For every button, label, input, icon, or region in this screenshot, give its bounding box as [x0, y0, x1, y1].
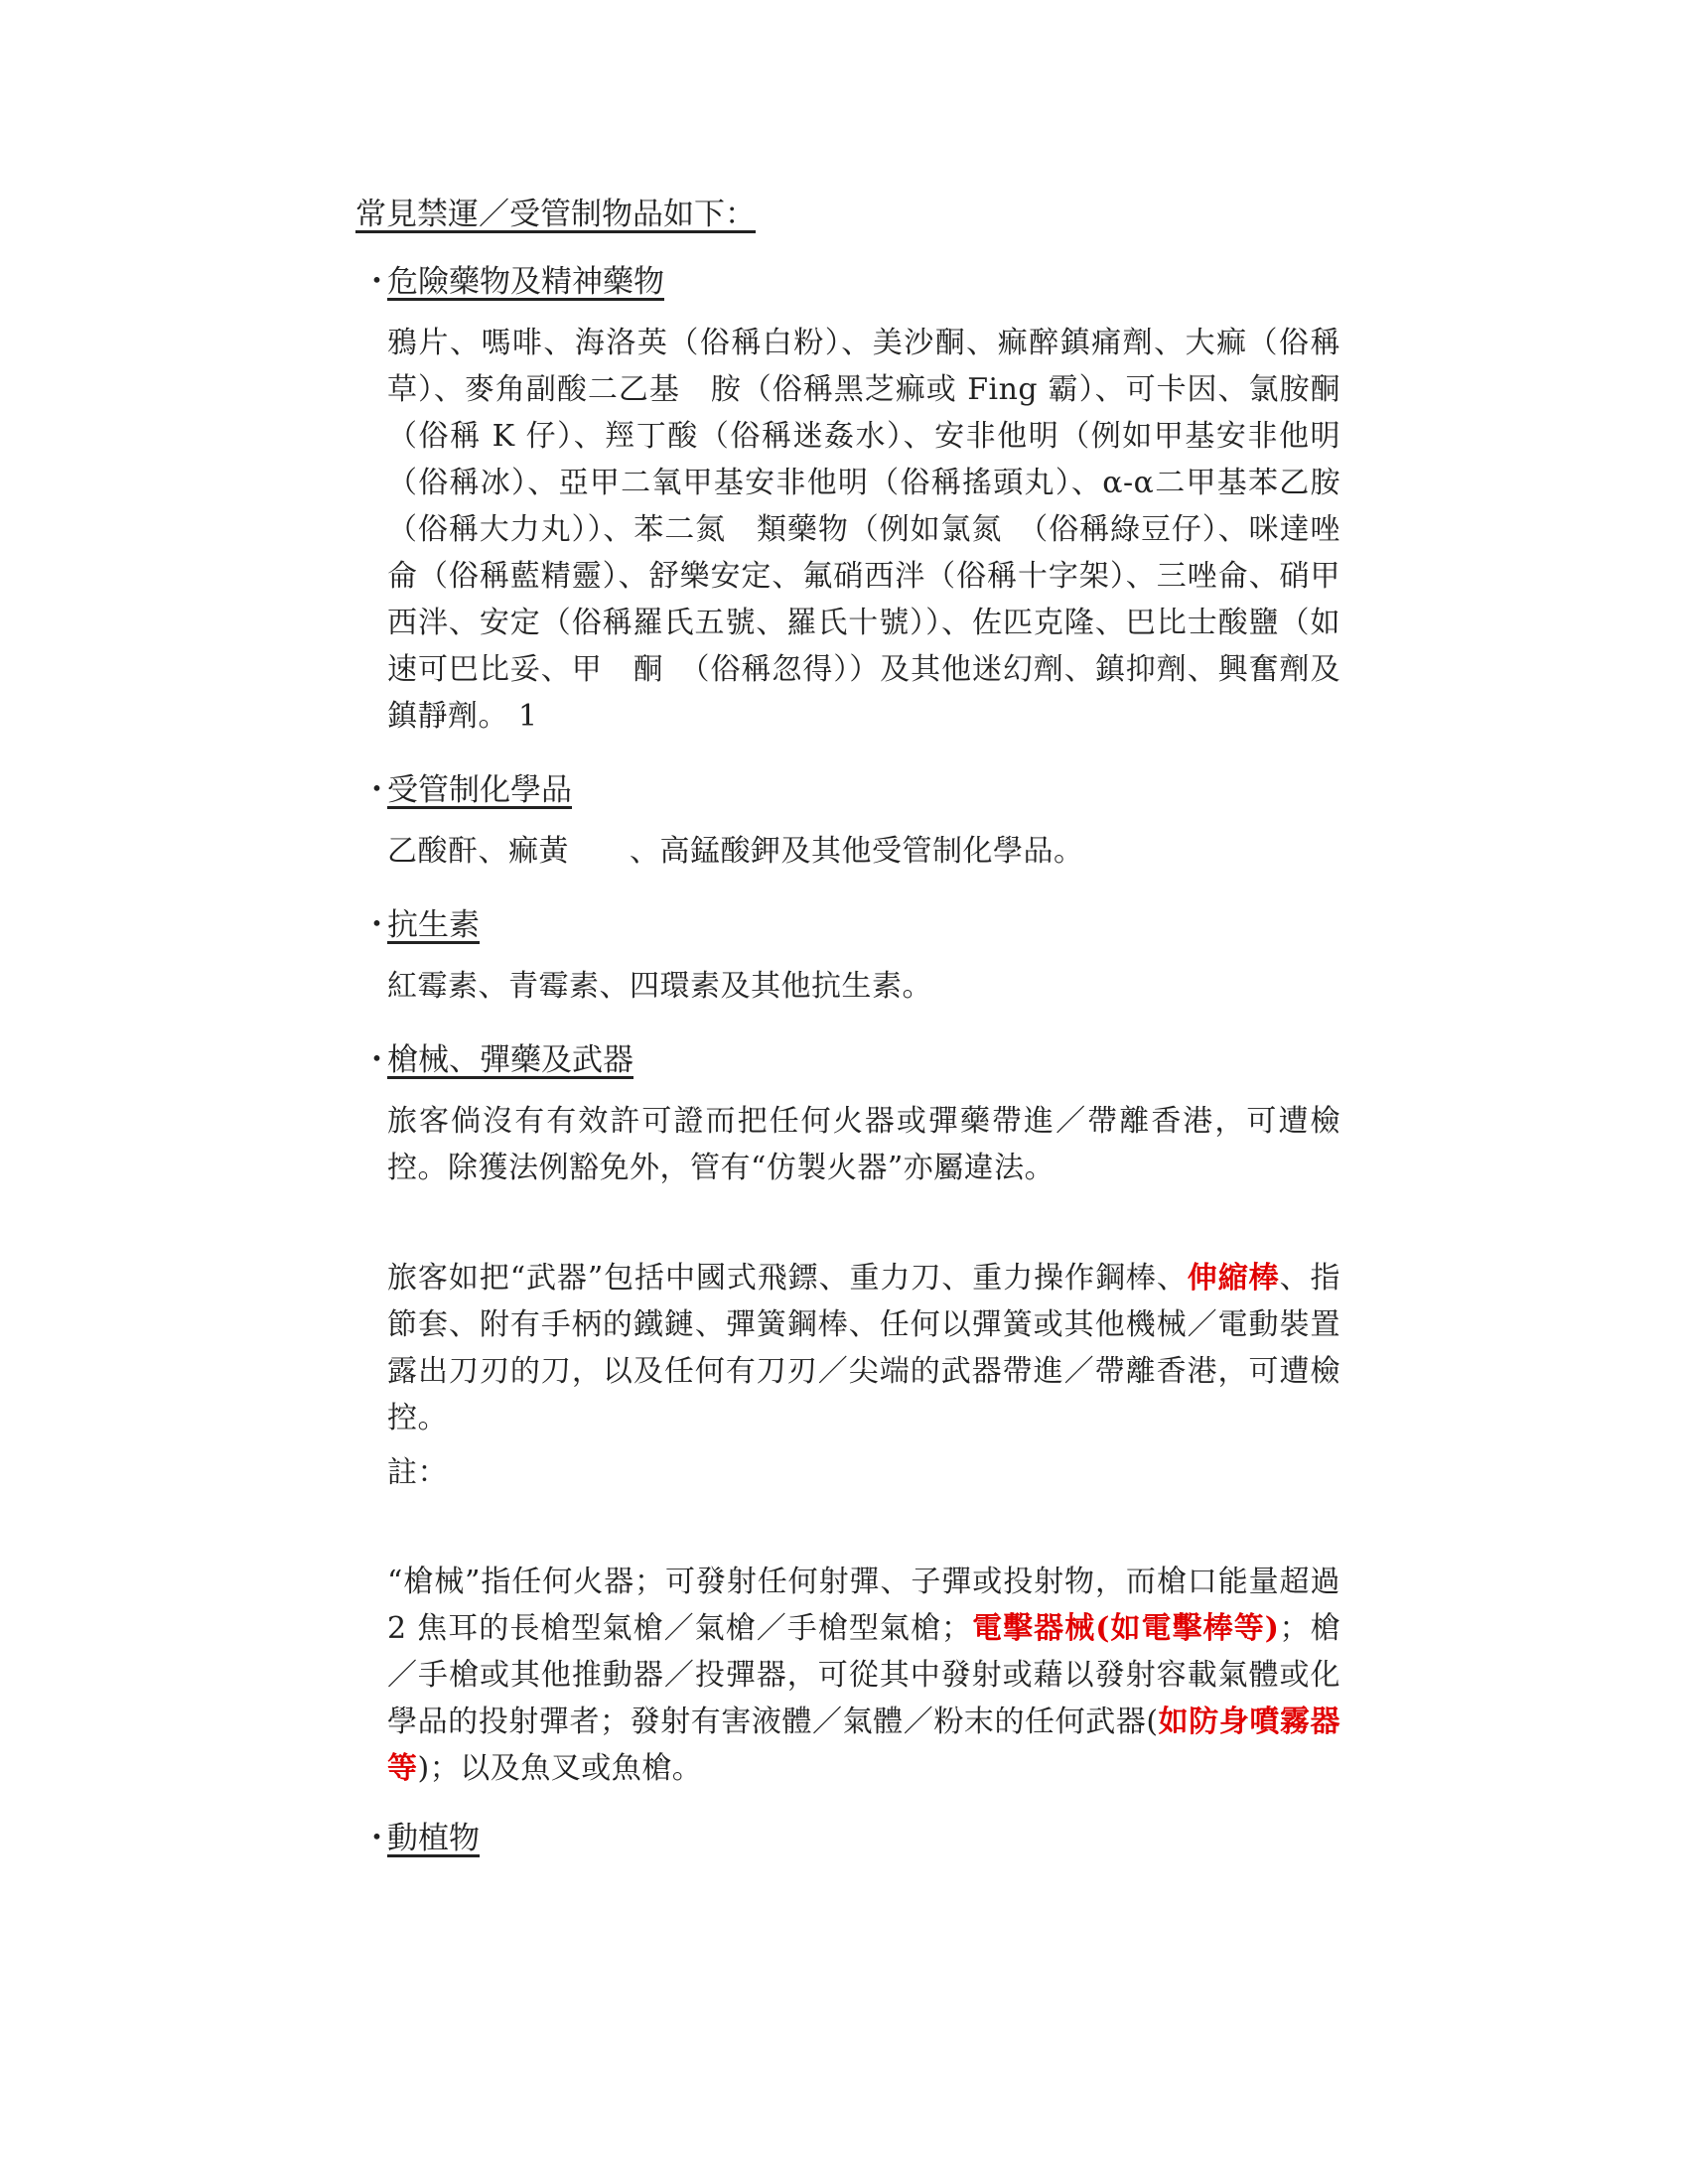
page-heading: 常見禁運／受管制物品如下：: [355, 197, 756, 232]
bullet-icon: ・: [361, 907, 392, 943]
bullet-icon: ・: [361, 772, 392, 808]
bullet-icon: ・: [361, 264, 392, 300]
weapons-highlight-baton: 伸縮棒: [1187, 1261, 1280, 1296]
section-weapons-text-2: [387, 1255, 1340, 1441]
note-text-b: ；槍／手槍或其他推動器／投彈器，可從其中發射或藉以發射容載氣體或化學品的投射彈者；發射有害液體／氣體／粉末的任何武器(: [387, 1611, 1341, 1739]
note-text-a: “槍械”指任何火器；可發射任何射彈、子彈或投射物，而槍口能量超過 2 焦耳的長槍型氣槍／氣槍／手槍型氣槍；: [387, 1565, 1340, 1646]
section-chemicals-label: 受管制化學品: [387, 772, 572, 808]
section-antibiotics-heading: [361, 899, 480, 944]
section-plants-heading: [361, 1813, 480, 1857]
section-weapons-label: 槍械、彈藥及武器: [387, 1042, 633, 1078]
note-highlight-stun: 電擊器械(如電擊棒等): [971, 1611, 1280, 1646]
note-highlight-spray: 如防身噴霧器等: [387, 1705, 1340, 1786]
bullet-icon: ・: [361, 1042, 392, 1078]
section-drugs-text: 鴉片、嗎啡、海洛英（俗稱白粉）、美沙酮、痲醉鎮痛劑、大痲（俗稱草）、麥角副酸二乙基 胺（俗稱黑芝痲或 Fing 霸）、可卡因、氯胺酮（俗稱 K 仔）、羥丁酸（俗稱迷姦水）、安非他明（例如甲基安非他明（俗稱冰）、亞甲二氧甲基安非他明（俗稱搖頭丸）、α-α二甲基苯乙胺（俗稱大力丸））、苯二氮 類藥物（例如氯氮 （俗稱綠豆仔）、咪達唑侖（俗稱藍精靈）、舒樂安定、氟硝西泮（俗稱十字架）、三唑侖、硝甲西泮、安定（俗稱羅氏五號、羅氏十號））、佐匹克隆、巴比士酸鹽（如速可巴比妥、甲 酮 （俗稱忽得））及其他迷幻劑、鎮抑劑、興奮劑及鎮靜劑。 1: [387, 326, 1340, 734]
section-plants-label: 動植物: [387, 1821, 480, 1856]
note-label: 註：: [387, 1455, 448, 1490]
weapons-text-2-b: 、指節套、附有手柄的鐵鏈、彈簧鋼棒、任何以彈簧或其他機械／電動裝置露出刀刃的刀，以及任何有刀刃／尖端的武器帶進／帶離香港，可遭檢控。: [387, 1261, 1341, 1435]
section-drugs-heading: [361, 256, 664, 301]
section-chemicals-heading: [361, 764, 572, 809]
bullet-icon: ・: [361, 1821, 392, 1856]
section-antibiotics-label: 抗生素: [387, 907, 480, 943]
section-weapons-note: [387, 1559, 1340, 1792]
note-text-c: )；以及魚叉或魚槍。: [417, 1751, 703, 1786]
section-drugs-label: 危險藥物及精神藥物: [387, 264, 664, 300]
weapons-text-2-a: 旅客如把“武器”包括中國式飛鏢、重力刀、重力操作鋼棒、: [387, 1261, 1188, 1296]
section-chemicals-text: 乙酸酐、痲黃 、高錳酸鉀及其他受管制化學品。: [387, 834, 1084, 869]
section-weapons-heading: [361, 1034, 633, 1079]
section-weapons-text-1: 旅客倘沒有有效許可證而把任何火器或彈藥帶進／帶離香港，可遭檢控。除獲法例豁免外，管有“仿製火器”亦屬違法。: [387, 1104, 1340, 1185]
section-antibiotics-text: 紅霉素、青霉素、四環素及其他抗生素。: [387, 969, 932, 1004]
